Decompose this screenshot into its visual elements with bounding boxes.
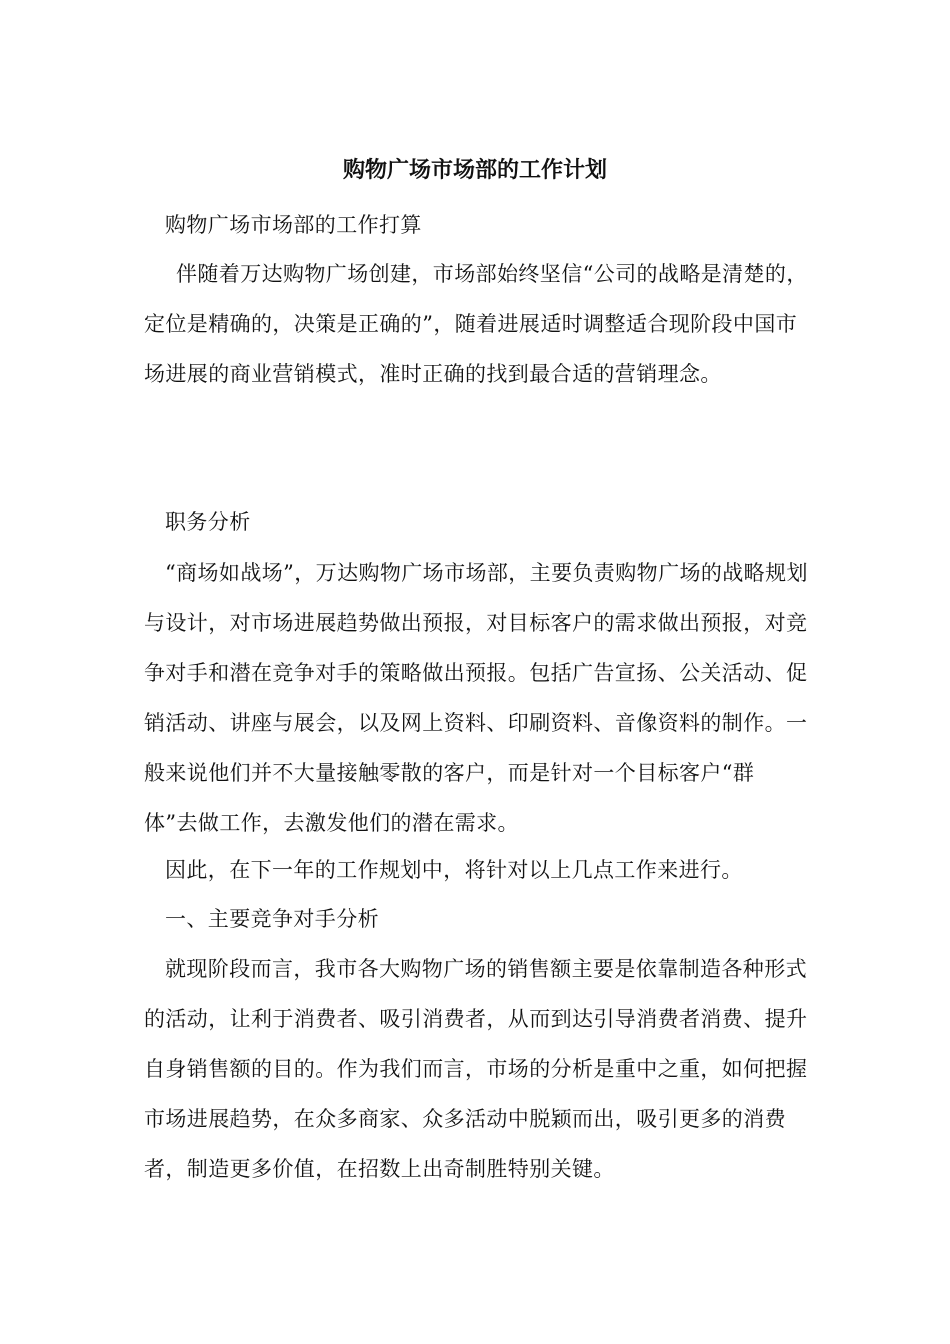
paragraph-intro: 伴随着万达购物广场创建，市场部始终坚信“公司的战略是清楚的，定位是精确的，决策是正确的”，随着进展适时调整适合现阶段中国市场进展的商业营销模式，准时正确的找到最合适的营销理念。 [144,262,808,386]
paragraph-heading-job-analysis: 职务分析 [165,510,251,534]
paragraph-competitor-analysis: 就现阶段而言，我市各大购物广场的销售额主要是依靠制造各种形式的活动，让利于消费者、吸引消费者，从而到达引导消费者消费、提升自身销售额的目的。作为我们而言，市场的分析是重中之重，如何把握市场进展趋势，在众多商家、众多活动中脱颖而出，吸引更多的消费者，制造更多价值，在招数上出奇制胜特别关键。 [144,957,808,1181]
paragraph-heading-competitor-analysis: 一、主要竞争对手分析 [165,907,379,931]
paragraph-subtitle: 购物广场市场部的工作打算 [165,213,422,237]
document-title: 购物广场市场部的工作计划 [342,157,607,183]
paragraph-job-analysis: “商场如战场”，万达购物广场市场部，主要负责购物广场的战略规划与设计，对市场进展趋势做出预报，对目标客户的需求做出预报，对竞争对手和潜在竞争对手的策略做出预报。包括广告宣扬、公关活动、促销活动、讲座与展会，以及网上资料、印刷资料、音像资料的制作。一般来说他们并不大量接触零散的客户，而是针对一个目标客户“群体”去做工作，去激发他们的潜在需求。 [144,561,808,835]
paragraph-therefore: 因此，在下一年的工作规划中，将针对以上几点工作来进行。 [165,858,743,882]
